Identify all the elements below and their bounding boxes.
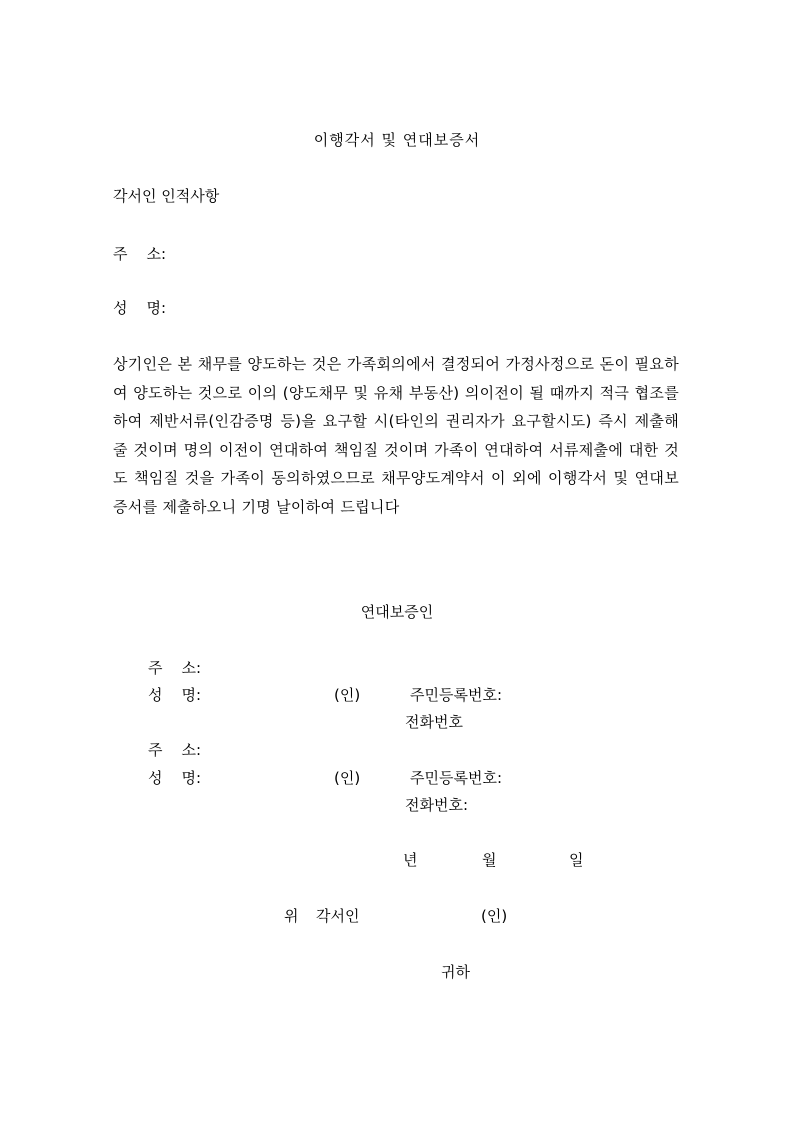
document-title: 이행각서 및 연대보증서 — [313, 131, 481, 149]
guarantor-address-label: 주 소: — [148, 741, 202, 759]
phone-label: 전화번호: — [405, 796, 469, 814]
signer-seal: (인) — [481, 907, 508, 925]
section-heading: 각서인 인적사항 — [113, 187, 220, 205]
guarantor-heading: 연대보증인 — [360, 603, 434, 621]
seal-mark: (인) — [334, 769, 361, 787]
resident-id-label: 주민등록번호: — [410, 769, 502, 787]
addressee: 귀하 — [441, 963, 470, 981]
address-label: 주 소: — [113, 245, 167, 263]
seal-mark: (인) — [334, 686, 361, 704]
date-year: 년 — [403, 851, 418, 869]
guarantor-name-label: 성 명: — [148, 769, 202, 787]
resident-id-label: 주민등록번호: — [410, 686, 502, 704]
body-paragraph: 상기인은 본 채무를 양도하는 것은 가족회의에서 결정되어 가정사정으로 돈이 필요하여 양도하는 것으로 이의 (양도채무 및 유채 부동산) 의이전이 될 때까지 적극 협조를 하여 제반서류(인감증명 등)을 요구할 시(타인의 권리자가 요구할시도) 즉시 제출해 줄 것이며 명의 이전이 연대하여 책임질 것이며 가족이 연대하여 서류제출에 대한 것도 책임질 것을 가족이 동의하였으므로 채무양도계약서 이 외에 이행각서 및 연대보증서를 제출하오니 기명 날이하여 드립니다 — [113, 355, 679, 516]
date-day: 일 — [569, 851, 584, 869]
name-label: 성 명: — [113, 299, 167, 317]
signer-label: 각서인 — [316, 907, 360, 925]
guarantor-address-label: 주 소: — [148, 659, 202, 677]
guarantor-name-label: 성 명: — [148, 686, 202, 704]
signer-prefix: 위 — [284, 907, 299, 925]
phone-label: 전화번호 — [405, 713, 463, 731]
date-month: 월 — [482, 851, 497, 869]
